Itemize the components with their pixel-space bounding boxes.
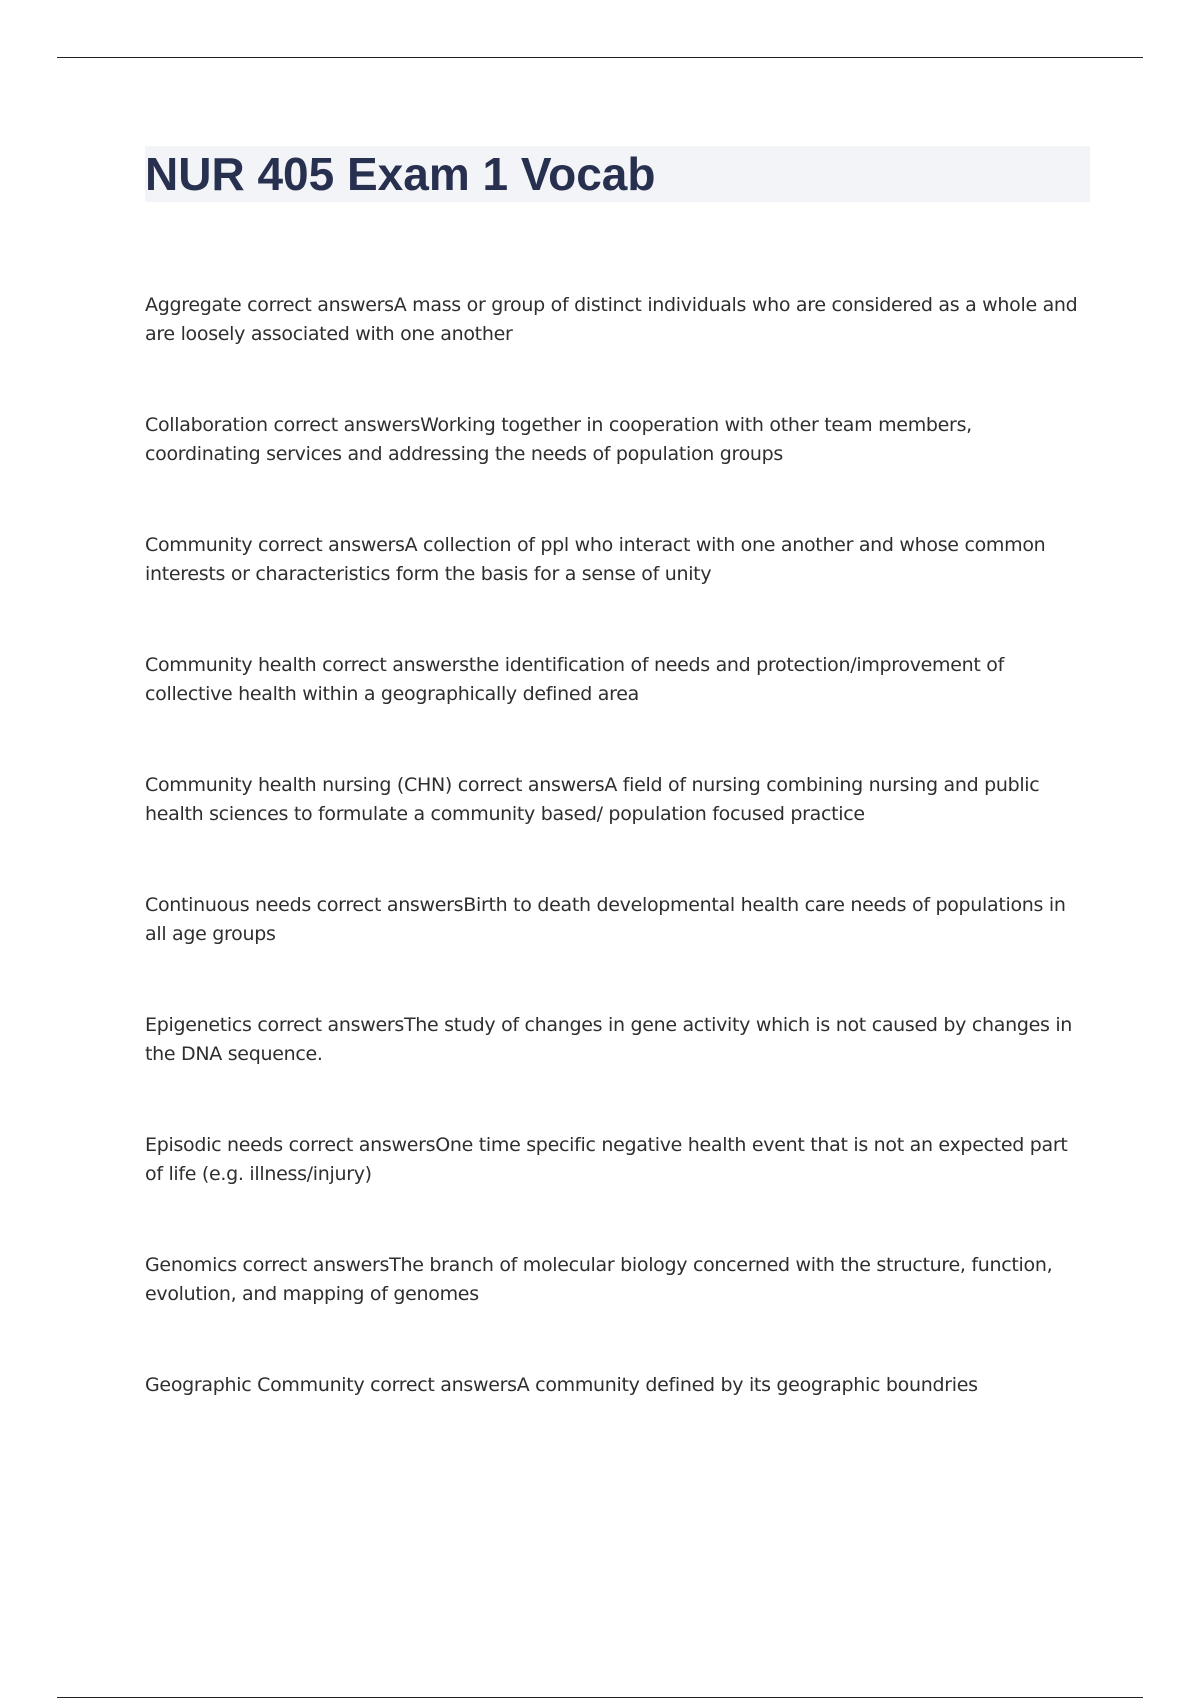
vocab-list xyxy=(145,291,1090,1491)
vocab-entry-collaboration xyxy=(145,411,1090,531)
vocab-term: Epigenetics xyxy=(145,1014,252,1036)
vocab-term: Community xyxy=(145,534,253,556)
vocab-definition: the identification of needs and protection/improvement of collective health within a geographically defined area xyxy=(145,654,1004,705)
vocab-entry-epigenetics xyxy=(145,1011,1090,1131)
vocab-definition: One time specific negative health event that is not an expected part of life (e.g. illness/injury) xyxy=(145,1134,1068,1185)
vocab-entry-continuous-needs xyxy=(145,891,1090,1011)
bottom-rule xyxy=(57,1697,1143,1698)
vocab-connector: correct answers xyxy=(252,534,405,556)
vocab-term: Community health nursing (CHN) xyxy=(145,774,452,796)
vocab-term: Continuous needs xyxy=(145,894,311,916)
vocab-entry-community-health-nursing xyxy=(145,771,1090,891)
vocab-term: Aggregate xyxy=(145,294,242,316)
vocab-term: Geographic Community xyxy=(145,1374,365,1396)
vocab-entry-episodic-needs xyxy=(145,1131,1090,1251)
vocab-connector: correct answers xyxy=(452,774,605,796)
vocab-term: Episodic needs xyxy=(145,1134,283,1156)
top-rule xyxy=(57,57,1143,58)
vocab-entry-community xyxy=(145,531,1090,651)
vocab-connector: correct answers xyxy=(267,414,421,436)
vocab-definition: Birth to death developmental health care needs of populations in all age groups xyxy=(145,894,1066,945)
page-title: NUR 405 Exam 1 Vocab xyxy=(145,148,656,200)
title-banner xyxy=(145,146,1090,202)
vocab-entry-aggregate xyxy=(145,291,1090,411)
vocab-entry-community-health xyxy=(145,651,1090,771)
vocab-definition: A collection of ppl who interact with one another and whose common interests or characteristics form the basis for a sense of unity xyxy=(145,534,1046,585)
vocab-connector: correct answers xyxy=(316,654,469,676)
vocab-entry-genomics xyxy=(145,1251,1090,1371)
vocab-entry-geographic-community xyxy=(145,1371,1090,1491)
vocab-connector: correct answers xyxy=(251,1014,404,1036)
vocab-definition: A field of nursing combining nursing and public health sciences to formulate a community based/ population focused practice xyxy=(145,774,1040,825)
vocab-definition: The study of changes in gene activity which is not caused by changes in the DNA sequence. xyxy=(145,1014,1073,1065)
vocab-definition: The branch of molecular biology concerned with the structure, function, evolution, and mapping of genomes xyxy=(145,1254,1053,1305)
vocab-definition: A community defined by its geographic boundries xyxy=(516,1374,978,1396)
vocab-connector: correct answers xyxy=(310,894,464,916)
vocab-connector: correct answers xyxy=(364,1374,517,1396)
vocab-connector: correct answers xyxy=(236,1254,390,1276)
vocab-connector: correct answers xyxy=(241,294,394,316)
vocab-term: Genomics xyxy=(145,1254,237,1276)
vocab-connector: correct answers xyxy=(282,1134,436,1156)
vocab-term: Collaboration xyxy=(145,414,268,436)
vocab-definition: Working together in cooperation with other team members, coordinating services and addressing the needs of population groups xyxy=(145,414,972,465)
vocab-definition: A mass or group of distinct individuals who are considered as a whole and are loosely associated with one another xyxy=(145,294,1078,345)
vocab-term: Community health xyxy=(145,654,317,676)
